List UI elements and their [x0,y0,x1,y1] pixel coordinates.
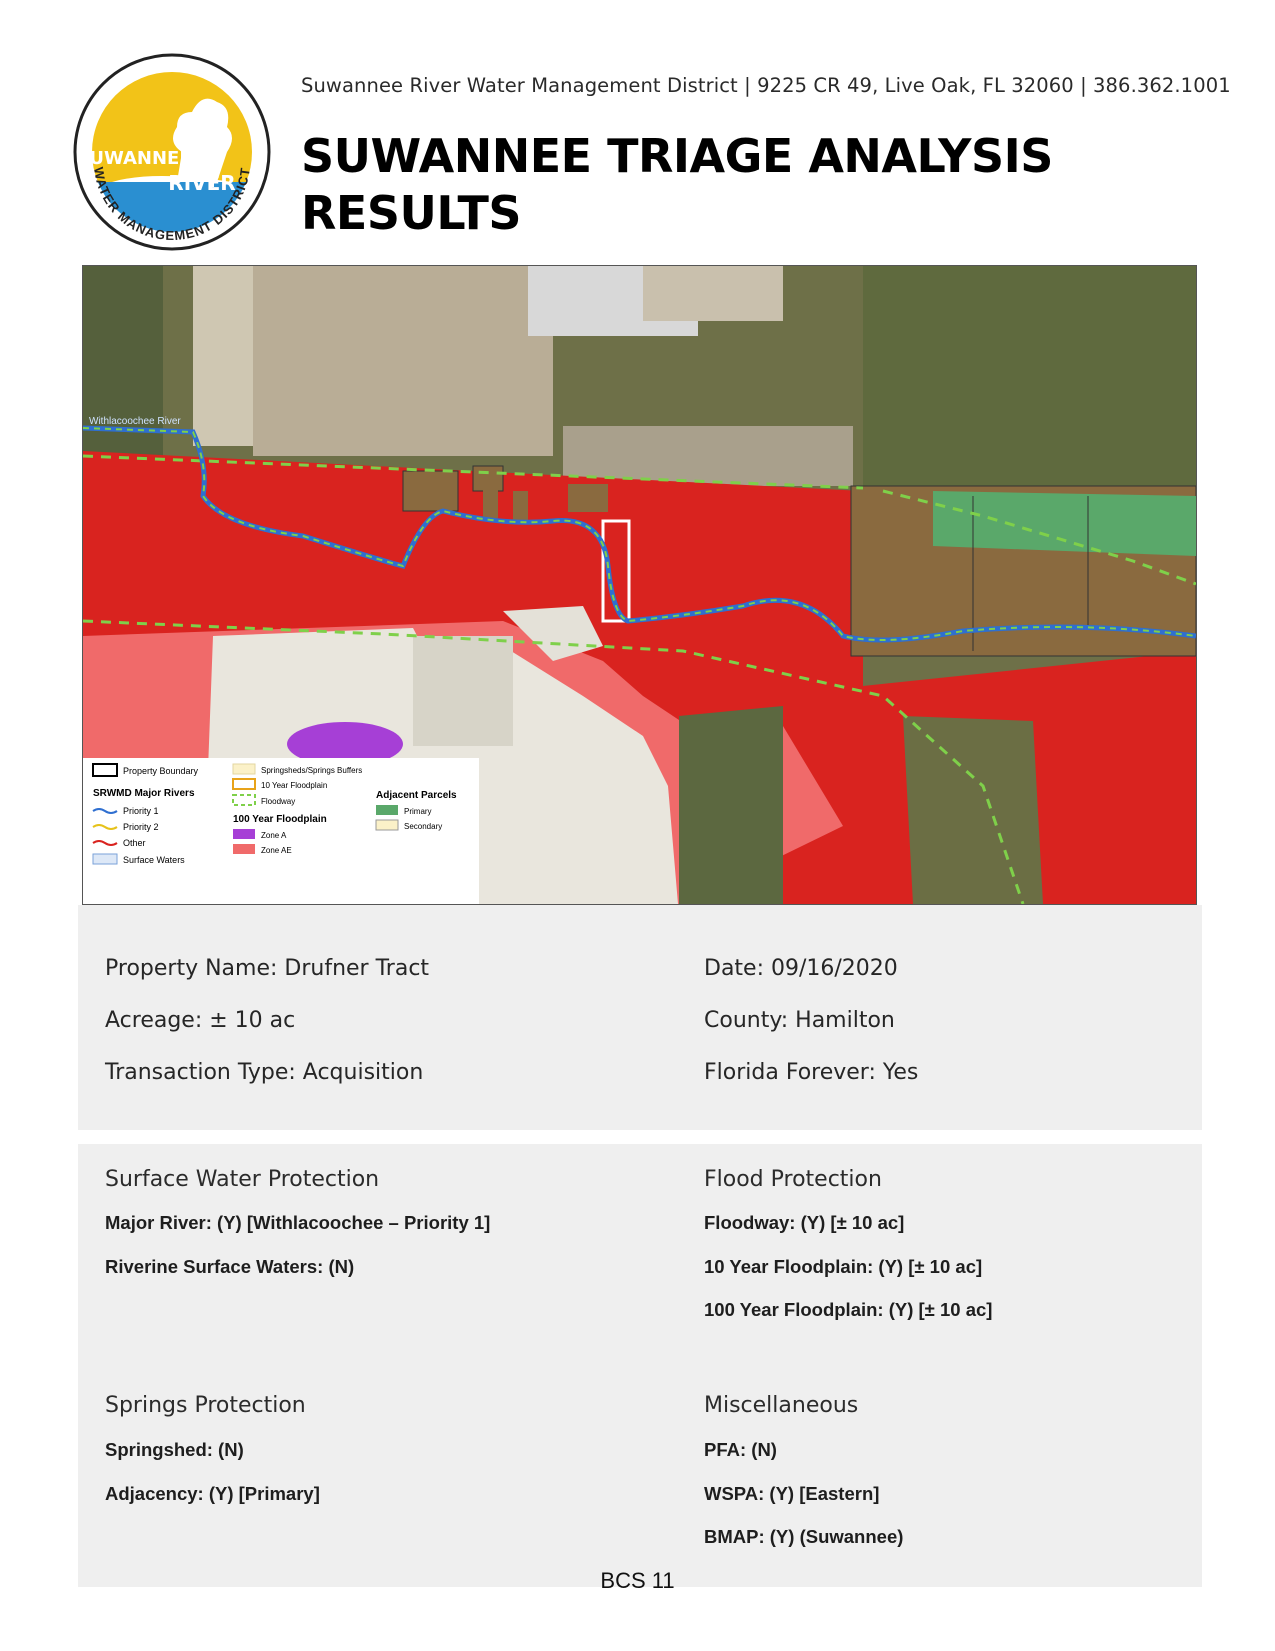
legend-primary: Primary [404,807,432,816]
triage-map [82,265,1197,905]
logo-mid-text: RIVER [168,171,236,195]
misc-item: BMAP: (Y) (Suwannee) [704,1526,904,1547]
surface-water-item: Riverine Surface Waters: (N) [105,1256,355,1277]
springs-item: Springshed: (N) [105,1439,244,1460]
property-county: County: Hamilton [704,1008,895,1033]
transaction-type: Transaction Type: Acquisition [105,1060,424,1085]
flood-item: 10 Year Floodplain: (Y) [± 10 ac] [704,1256,983,1277]
legend-adjacent-title: Adjacent Parcels [376,790,457,801]
legend-floodplain10: 10 Year Floodplain [261,781,328,790]
legend-surface-waters: Surface Waters [123,855,185,865]
property-name: Property Name: Drufner Tract [105,956,430,981]
property-info-panel [78,905,1202,1130]
results-panel [78,1144,1202,1587]
florida-forever: Florida Forever: Yes [704,1060,919,1085]
legend-property-boundary: Property Boundary [123,766,199,776]
page-title [301,128,1053,242]
river-label: Withlacoochee River [89,416,181,427]
title-line-2: RESULTS [301,186,522,240]
legend-priority2: Priority 2 [123,822,159,832]
flood-heading: Flood Protection [704,1167,882,1192]
map-legend [83,758,479,904]
legend-zone-ae: Zone AE [261,846,292,855]
legend-springsheds: Springsheds/Springs Buffers [261,766,363,775]
title-line-1: SUWANNEE TRIAGE ANALYSIS [301,129,1053,183]
legend-other: Other [123,838,146,848]
flood-item: 100 Year Floodplain: (Y) [± 10 ac] [704,1299,993,1320]
surface-water-item: Major River: (Y) [Withlacoochee – Priority 1] [105,1212,491,1233]
map-canvas [83,266,1196,904]
legend-floodway: Floodway [261,797,296,806]
field-area [253,266,553,456]
surface-water-heading: Surface Water Protection [105,1167,380,1192]
logo-top-text: SUWANNEE [76,148,192,169]
district-address: Suwannee River Water Management District | 9225 CR 49, Live Oak, FL 32060 | 386.362.1001 [301,74,1231,97]
logo-ring-text: WATER MANAGEMENT DISTRICT [91,165,253,244]
legend-zone-a: Zone A [261,831,287,840]
district-logo [72,52,272,252]
legend-secondary: Secondary [404,822,443,831]
property-date: Date: 09/16/2020 [704,956,898,981]
springs-heading: Springs Protection [105,1393,306,1418]
legend-rivers-title: SRWMD Major Rivers [93,788,195,799]
misc-item: PFA: (N) [704,1439,777,1460]
legend-floodplain100-title: 100 Year Floodplain [233,814,327,825]
springs-item: Adjacency: (Y) [Primary] [105,1483,320,1504]
property-acreage: Acreage: ± 10 ac [105,1008,296,1033]
legend-priority1: Priority 1 [123,806,159,816]
primary-parcel-area [933,491,1196,556]
page-footer: BCS 11 [600,1568,675,1593]
misc-heading: Miscellaneous [704,1393,859,1418]
misc-item: WSPA: (Y) [Eastern] [704,1483,880,1504]
flood-item: Floodway: (Y) [± 10 ac] [704,1212,905,1233]
